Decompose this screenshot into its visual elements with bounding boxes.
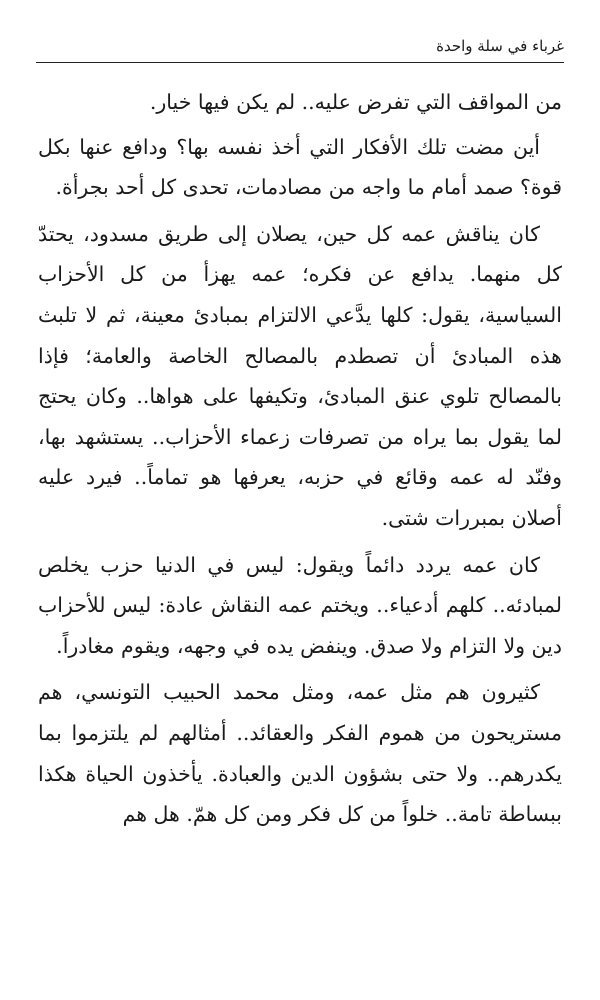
paragraph-2: أين مضت تلك الأفكار التي أخذ نفسه بها؟ ودافع عنها بكل قوة؟ صمد أمام ما واجه من مصادمات، تحدى كل أحد بجرأة. (38, 134, 562, 200)
running-header (36, 36, 564, 63)
running-title: غرباء في سلة واحدة (436, 37, 564, 55)
paragraph-4: كان عمه يردد دائماً ويقول: ليس في الدنيا حزب يخلص لمبادئه.. كلهم أدعياء.. ويختم عمه النقاش عادة: ليس للأحزاب دين ولا التزام ولا صدق. وينفض يده في وجهه، ويقوم مغادراً. (38, 552, 562, 658)
paragraph-3: كان يناقش عمه كل حين، يصلان إلى طريق مسدود، يحتدّ كل منهما. يدافع عن فكره؛ عمه يهزأ من كل الأحزاب السياسية، يقول: كلها يدَّعي الالتزام بمبادئ معينة، ثم لا تلبث هذه المبادئ أن تصطدم بالمصالح الخاصة والعامة؛ فإذا بالمصالح تلوي عنق المبادئ، وتكيفها على هواها.. وكان يحتج لما يقول بما يراه من تصرفات زعماء الأحزاب.. يستشهد بها، وفنّد له عمه وقائع في حزبه، يعرفها هو تماماً.. فيرد عليه أصلان بمبررات شتى. (38, 221, 562, 530)
paragraph-5: كثيرون هم مثل عمه، ومثل محمد الحبيب التونسي، هم مستريحون من هموم الفكر والعقائد.. أمثالهم لم يلتزموا بما يكدرهم.. ولا حتى بشؤون الدين والعبادة. يأخذون الحياة هكذا ببساطة تامة.. خلواً من كل فكر ومن كل همّ. هل هم (38, 680, 562, 827)
paragraph-1: من المواقف التي تفرض عليه.. لم يكن فيها خيار. (149, 90, 562, 114)
body-text (38, 82, 562, 839)
